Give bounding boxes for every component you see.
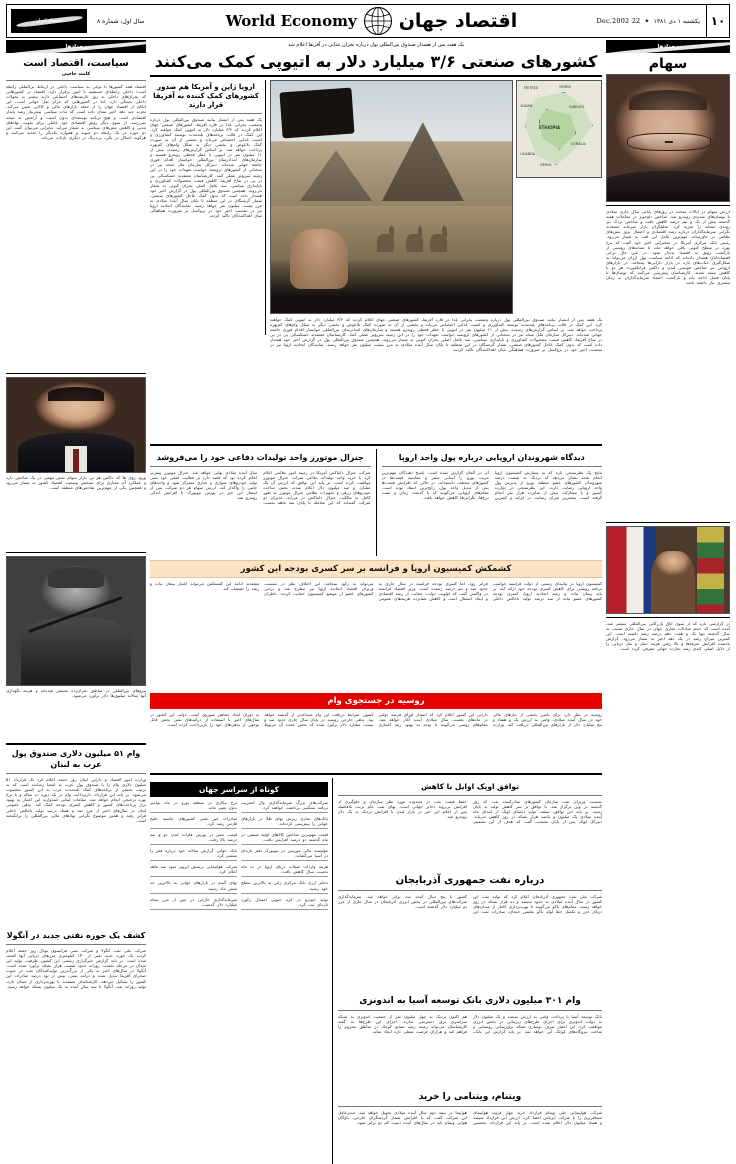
left-story-2-body: شرکت ملی نفت آنگولا و شرکت نفتی فرانسوی توتال روز جمعه اعلام کردند یک حوزه جدید نفتی از ۱۴۰ کیلومتری مرزهای دریایی آبها کشف شده است. بر پایه گزارش خبرگزاری رسمی این کشور، ظرفیت تولید این میدان در مرحله نخست روزانه حدود شصت هزار بشکه برآورد شده است. آنگولا در سال‌های اخیر به یکی از بزرگ‌ترین تولیدکنندگان نفت در جنوب صحرای آفریقا تبدیل شده و درآمد نفتی، بیش از نود درصد صادرات این کشور را تشکیل می‌دهد. کارشناسان معتقدند با بهره‌برداری از میدان تازه، تولید روزانه نفت آنگولا تا سه سال آینده به یک میلیون بشکه خواهد رسید. (6, 948, 146, 989)
divider (150, 444, 602, 446)
mid-body-euro: نتایج یک نظرسنجی تازه که به سفارش کمیسیون اروپا انجام شده نشان می‌دهد که نزدیک به شصت درصد شهروندان کشورهای عضو منطقه یورو از پذیرش پول واحد اروپایی رضایت دارند. این نظرسنجی در دوازده کشور و با مشارکت بیش از شانزده هزار نفر انجام گرفته است. بیشترین میزان رضایت در ایرلند و کمترین آن در آلمان گزارش شده است. پاسخ دهندگان مهم‌ترین مزیت یورو را آسانی سفر و مقایسه قیمت‌ها در کشورهای مختلف دانسته‌اند، در حالی که افزایش قیمت‌ها پس از تبدیل واحد پول، رایج‌ترین انتقاد بوده است. مقام‌های اروپایی می‌گویند که با گذشت زمان و تثبیت نرخ‌ها، نگرانی‌ها کاهش خواهد یافت. (381, 469, 602, 500)
photo-tie (73, 449, 80, 472)
photo-hair (48, 387, 103, 400)
column-middle (150, 40, 602, 1125)
divider (6, 552, 146, 553)
section-tab-left (6, 40, 146, 53)
red-banner-headline: روسیه در جستجوی وام (150, 693, 602, 709)
lower-headline-adb: وام ۳۰۱ میلیون دلاری بانک توسعه آسیا به اندونزی (359, 995, 581, 1006)
globe-icon (363, 6, 393, 36)
brief-item: صادرات غیر نفتی کشورهای حاشیه خلیج فارس رشد کرد. (150, 816, 237, 829)
portrait-glasses (627, 133, 712, 151)
left-photo1-caption: ورود روی ها که داکس هر بی بازار سهام نقش مهمی در یک شاخص دارد و عملکرد آن معیاری برای سنجش وضعیت اقتصاد کشور به شمار می‌رود و همچنین یکی از مهم‌ترین شاخص‌های منطقه است. (6, 475, 146, 491)
brief-item: مؤسسه مالی موریس در نیویورک دفتر تازه‌ای در آسیا می‌گشاید. (241, 848, 328, 861)
divider (382, 466, 603, 467)
photo-camel (377, 234, 394, 253)
date-gregorian: 22 Dec.2002 (596, 17, 641, 25)
divider (150, 773, 602, 775)
lead-body-right: یک هفته پس از انتشار بیانیه صندوق بین‌المللی پول درباره وضعیت بحرانی غذا در قاره آفریقا، کشورهای صنعتی جهان اعلام کردند که ۳/۶ میلیارد دلار به اتیوپی کمک خواهند کرد. این کمک در قالب برنامه‌های بلندمدت توسعه کشاورزی و امنیت غذایی اختصاص می‌یابد و بخشی از آن به صورت کمک بلاعوض و بخشی دیگر به شکل وام‌های کم‌بهره پرداخت خواهد شد. بر اساس گزارش‌های رسیده، بیش از ۱۱ میلیون نفر در اتیوپی با خطر قحطی روبه‌رو هستند و سازمان‌های امدادرسان بین‌المللی خواستار اقدام فوری جامعه جهانی شده‌اند. دبیرکل سازمان ملل متحد نیز در سخنانی از کشورهای ثروتمند خواست تعهدات خود را در این زمینه سریع‌تر عملی کنند. کارشناسان معتقدند خشکسالی پی در پی در شاخ آفریقا، کاهش قیمت محصولات کشاورزی و ناپایداری سیاسی، سه عامل اصلی بحران کنونی به شمار می‌روند. همچنین صندوق بین‌المللی پول در گزارش اخیر خود هشدار داده است که بدون کمک عاجل کشورهای صنعتی، شمار گرسنگان در این منطقه تا پایان سال آینده میلادی به مرز بیست میلیون نفر خواهد رسید. نمایندگان اتحادیه اروپا نیز در نشست اخیر خود در بروکسل بر ضرورت هماهنگی میان اهداکنندگان تاکید کردند. (150, 116, 262, 219)
map-label: SUDAN (520, 103, 533, 108)
divider (338, 795, 602, 796)
photo-hand (290, 229, 348, 289)
greenspan-portrait-photo (606, 74, 730, 202)
divider (606, 617, 730, 618)
brief-item: بانک‌های تجاری ریزش بهای طلا در بازارهای جهانی را پیش‌بینی کرده‌اند. (241, 816, 328, 829)
divider (150, 466, 371, 467)
asian-official-photo (6, 377, 146, 473)
brief-item: شرکت‌های بزرگ سرمایه‌گذاری وال استریت برنامه سنگینی برداشت خواهند کرد. (241, 800, 328, 813)
brief-item: هزینه واردات شیلات دریای اروپا در ده ماه نخست سال کاهش یافت. (241, 864, 328, 877)
briefs-container (150, 800, 328, 913)
issue-number: سال اول، شماره ۸ (97, 17, 145, 25)
photo-figure (651, 551, 695, 613)
page-number: ۱۰ (706, 5, 729, 37)
divider (606, 205, 730, 206)
ethiopia-landscape-photo (270, 80, 513, 314)
divider (338, 1010, 602, 1011)
map-label: UGANDA (520, 151, 536, 156)
right-section-title: سهام (648, 56, 688, 72)
divider (6, 944, 146, 945)
briefs-column-a (241, 800, 328, 913)
briefs-column-b (150, 800, 237, 913)
black-banner-headline: کوتاه از سراسر جهان (150, 782, 328, 797)
date-persian: یکشنبه ۱ دی ۱۳۸۱ (653, 17, 700, 25)
map-label: KENYA (540, 163, 552, 168)
lower-headline-vietnam: ویتنام، ویتنامی را خرید (418, 1091, 522, 1102)
brief-item: بهای گندم در بازارهای جهانی به بالاترین حد شش ماه رسید. (150, 880, 237, 893)
logo-label: اقتصاد ایران (34, 18, 64, 24)
masthead-title-en: World Economy (225, 12, 357, 30)
right-column-body: ارزش سهام در ایالات متحده در روزهای پایانی سال جاری میلادی با نوسان‌های شدیدی روبه‌رو شد. شاخص داوجونز در معاملات هفته گذشته بیش از یک و نیم درصد کاهش یافت و شاخص نزدک نیز روندی مشابه را تجربه کرد. تحلیلگران بازار سرمایه معتقدند نگرانی سرمایه‌گذاران درباره رشد اقتصادی و احتمال بروز تنش‌های نظامی در خاورمیانه، مهم‌ترین عامل این افت به شمار می‌رود. رئیس بانک مرکزی آمریکا در سخنرانی اخیر خود گفت که نرخ بهره در سطح کنونی باقی خواهد ماند تا نشانه‌های روشنی از بازگشت رونق به اقتصاد پدیدار شود. در عین حال برخی اقتصاددانان هشدار داده‌اند که ادامه سیاست پول ارزان می‌تواند به شکل‌گیری حباب‌های تازه در بازار دارایی‌ها بینجامد. در بازارهای اروپایی نیز شاخص فوتسی لندن و داکس فرانکفورت هر دو با کاهش بسته شدند. کارشناسان پیش‌بینی می‌کنند که نوسان‌ها تا پایان فصل ادامه یابد و بازگشت اعتماد سرمایه‌گذاران به زمان بیشتری نیاز داشته باشد. (606, 209, 730, 286)
lower-body-adb: بانک توسعه آسیا با پرداخت وامی به ارزش سیصد و یک میلیون دلار به دولت اندونزی برای اجرای طرح‌های زیربنایی در بخش انرژی موافقت کرد. این اعتبار صرف نوسازی شبکه برق‌رسانی روستایی و ساخت نیروگاه‌های کوچک آبی خواهد شد. بر پایه گزارش این بانک، هم اکنون نزدیک به چهل میلیون نفر از جمعیت اندونزی به شبکه سراسری برق دسترسی ندارند. اجرای این طرح‌ها به گفته کارشناسان می‌تواند زمینه رشد صنایع کوچک در مناطق محروم را فراهم کند و هزاران فرصت شغلی تازه ایجاد نماید. (338, 1013, 602, 1034)
divider (606, 522, 730, 523)
map-label: SOMALIA (570, 141, 587, 146)
ethiopia-map (516, 80, 602, 178)
mid-headline-euro: دیدگاه شهروندان اروپایی درباره پول واحد اروپا (398, 452, 585, 462)
divider (6, 373, 146, 374)
soldier-photo (6, 556, 146, 686)
photo-helmet (48, 567, 103, 587)
brief-item: سرمایه‌گذاری خارجی در چین از مرز پنجاه میلیارد دلار گذشت. (150, 897, 237, 910)
divider (6, 773, 146, 774)
photo-hill (300, 150, 372, 201)
left-byline: کامند حاجبی (61, 72, 91, 77)
portrait-shoulder (606, 171, 730, 201)
divider (6, 80, 146, 81)
divider (6, 743, 146, 745)
lower-body-vietnam: شرکت هواپیمایی ملی ویتنام قرارداد خرید چهار فروند هواپیمای مسافربری را با شرکت ایرباس امضا کرد. ارزش این قرارداد سیصد و هفتاد میلیون دلار اعلام شده است. بر پایه این قرارداد، نخستین هواپیما در نیمه دوم سال آینده میلادی تحویل خواهد شد. مدیرعامل این شرکت گفت که با افزایش شمار گردشگران خارجی، ناوگان هوایی ویتنام باید در سال‌های آینده دست کم دو برابر شود. (338, 1109, 602, 1125)
lower-headline-opec: توافق اوپک اوایل با کاهش (421, 781, 519, 791)
mid-body-gm: شرکت جنرال دایناکس آمریکا در زمینه امور نظامی اعلام کرد با خرید واحد تولیدات دفاعی شرکت جنرال موتورز موافقت کرده است. بر پایه این توافق که ارزش آن یک میلیارد و صد میلیون دلار اعلام شده، بخش ساخت خودروهای زرهی و تجهیزات نظامی جنرال موتورز به طور کامل به مالکیت جنرال دایناکس در می‌آید. مدیران دو شرکت گفته‌اند که این معامله تا پایان سه ماهه نخست سال آینده میلادی نهایی خواهد شد. جنرال موتورز پیش‌تر اعلام کرده بود که قصد دارد بر فعالیت اصلی خود یعنی تولید خودروهای سواری و تجاری متمرکز شود و واحدهای جانبی را واگذار کند. ارزش سهام هر دو شرکت پس از انتشار این خبر در بورس نیویورک با افزایش اندکی روبه‌رو شد. (150, 469, 371, 506)
left-column-body: اقتصاد همه کشورها با نوعی به سیاست داخلی در ارتباط بی‌المللی رابطه است؛ داخلی رابطه‌ای مستقیم با امور برقرار دارد. اقتصاد در کشورهایی که بحران‌های داخلی به روز عارضه‌های اجتماعی دارند بیشتر به تحولات داخلی بستگی دارد. اما در کشورهایی که مرکز ثقل جهانی است، این اتکای از اقتصاد جهان را از جمله بازارهای مالی و کالایی تعیین می‌کند. تجربه چند دهه اخیر نشان داده است که ثبات سیاسی پیش‌نیاز رشد پایدار اقتصادی است و هیچ برنامه توسعه‌ای بدون امنیت و آرامش به نتیجه نمی‌رسد. از سوی دیگر رونق اقتصادی خود عاملی برای تقویت نهادهای مدنی و کاهش تنش‌های سیاسی به شمار می‌آید. بنابراین می‌توان گفت این دو حوزه در یک رابطه دو سویه و همواره یکدیگر را تغذیه می‌کنند و هرگونه اختلال در یکی، بی‌درنگ در دیگری بازتاب می‌یابد. (6, 84, 146, 140)
left-story-2-headline: کشف یک حوزه نفتی جدید در آنگولا (6, 931, 146, 940)
column-left (6, 40, 146, 1035)
masthead-title-group (152, 6, 590, 36)
brief-item: بانک جهانی گزارش سالانه خود درباره فقر را منتشر کرد. (150, 848, 237, 861)
map-label: ERITREA (523, 86, 539, 91)
flag-backdrop (697, 527, 724, 613)
divider (150, 75, 602, 77)
brief-item: قیمت مهم‌ترین شاخص کالاهای اولیه صنعتی در ماه گذشته دو درصد افزایش یافت. (241, 832, 328, 845)
page-grid (6, 40, 730, 1125)
photo-camel (406, 234, 423, 253)
lower-body-opec: نشست وزیران نفت سازمان کشورهای صادرکننده نفت که روز گذشته در وین برگزار شد، با توافق بر سر کاهش تولید به پایان رسید. بر پایه این توافق، سقف تولید اعضای اوپک از ابتدای ماه آینده میلادی یک میلیون و پانصد هزار بشکه در روز کاهش می‌یابد. دبیرکل اوپک پس از پایان نشست گفت که هدف از این تصمیم، حفظ قیمت نفت در محدوده مورد نظر سازمان و جلوگیری از افزایش بی‌رویه ذخایر جهانی است. بهای نفت خام برنت بلافاصله پس از اعلام این خبر در بازار لندن با افزایش نزدیک به یک دلار روبه‌رو شد. (338, 798, 602, 824)
masthead (6, 4, 730, 38)
divider (150, 113, 262, 114)
left-story-1-body: وزارت امور اقتصاد و دارایی لبنان روز جمعه اعلام کرد یک قرارداد ۵۱ میلیون دلاری وام را با صندوق پول عرب به امضا رسانده است که به ترتیب بخشی از برنامه‌های کمک بلندمدت عرب به این کشور محسوب می‌شود. بر پایه این قرارداد، بازپرداخت وام در یک دوره ده ساله و با نرخ بهره ترجیحی انجام خواهد شد. مقامات لبنانی امیدوارند این اعتبار به بهبود تراز پرداخت‌های کشور و کاهش کسری بودجه کمک کند. بدهی عمومی لبنان در سال‌های اخیر از مرز صد و هفتاد درصد تولید ناخالص داخلی فراتر رفته و همین موضوع نگرانی نهادهای مالی بین‌المللی را برانگیخته است. (6, 777, 146, 823)
brief-item: ذخایر ارزی بانک مرکزی ژاپن به بالاترین سطح خود رسید. (241, 880, 328, 893)
divider (338, 890, 602, 891)
lead-subhead: اروپا ژاپن و آمریکا هم صدور کشورهای کمک کننده به آفریقا قرار دارند (153, 82, 259, 109)
brief-item: تولید خودرو در کره جنوبی امسال رکورد تازه‌ای ثبت کرد. (241, 897, 328, 910)
lower-headline-azerbaijan: درباره نفت جمهوری آذربایجان (395, 874, 545, 886)
left-photo2-caption: نیروهای بین‌المللی در مناطق بحران‌زده مستقر شده‌اند و هزینه نگهداری آنها سالانه میلیون‌ها دلار برآورد می‌شود. (6, 688, 146, 699)
right-column-body-2: در گزارشی تازه که از سوی اتاق بازرگانی بین‌المللی منتشر شد، آمده است که حجم مبادلات تجاری جهان در سال جاری نسبت به سال گذشته تنها یک و هفت دهم درصد رشد داشته است. این کمترین میزان رشد در یک دهه اخیر به شمار می‌رود. گزارش یادشده افزایش تعرفه‌ها و بالا رفتن هزینه حمل و نقل دریایی را از دلایل اصلی کندی رشد تجارت جهانی معرفی کرده است. (606, 621, 730, 652)
divider (338, 1106, 602, 1107)
lead-kicker: یک هفته پس از هشدار صندوق بین‌المللی پول درباره بحران غذایی در آفریقا اعلام شد (288, 42, 464, 48)
red-banner-body: روسیه در نظر دارد برای تامین بخشی از نیازهای مالی خود در سال آینده میلادی، وامی به ارزش یک و هفتاد و پنج میلیارد دلار از بازارهای بین‌المللی دریافت کند. وزارت دارایی این کشور اعلام کرد که انتشار اوراق قرضه دولتی در ماه‌های نخست سال میلادی آینده آغاز خواهد شد. مقام‌های روسی می‌گویند با توجه به بهبود رتبه اعتباری کشور، شرایط دریافت این وام مساعدتر از گذشته خواهد بود. بدهی خارجی روسیه در پایان سال جاری حدود صد و بیست میلیارد دلار برآورد شده که بخش عمده آن مربوط به دوران اتحاد جماهیر شوروی است. دولت این کشور در سال‌های اخیر با استفاده از درآمدهای نفتی بخش قابل توجهی از بدهی‌های خود را بازپرداخت کرده است. (150, 711, 602, 727)
brief-item: نرخ بیکاری در منطقه یورو در ماه نوامبر بدون تغییر ماند. (150, 800, 237, 813)
map-label-main: ETHIOPIA (538, 124, 561, 130)
mid-headline-gm: جنرال موتورز واحد تولیدات دفاعی خود را می‌فروشد (156, 452, 364, 462)
map-label: YEMEN (559, 85, 571, 90)
section-tab-label: رخدادها (657, 43, 679, 50)
left-section-title: سیاست، اقتصاد است (23, 58, 129, 69)
portrait-hair (629, 90, 707, 110)
issue-date (590, 17, 706, 25)
column-right (606, 40, 730, 1035)
map-label: DJIBOUTI (569, 105, 585, 110)
left-story-1-headline: وام ۵۱ میلیون دلاری صندوق پول عرب به لبنان (11, 749, 141, 769)
lead-body-left: یک هفته پس از انتشار بیانیه صندوق بین‌المللی پول درباره وضعیت بحرانی غذا در قاره آفریقا، کشورهای صنعتی جهان اعلام کردند که ۳/۶ میلیارد دلار به اتیوپی کمک خواهند کرد. این کمک در قالب برنامه‌های بلندمدت توسعه کشاورزی و امنیت غذایی اختصاص می‌یابد و بخشی از آن به صورت کمک بلاعوض و بخشی دیگر به شکل وام‌های کم‌بهره پرداخت خواهد شد. بر اساس گزارش‌های رسیده، بیش از ۱۱ میلیون نفر در اتیوپی با خطر قحطی روبه‌رو هستند و سازمان‌های امدادرسان بین‌المللی خواستار اقدام فوری جامعه جهانی شده‌اند. دبیرکل سازمان ملل متحد نیز در سخنانی از کشورهای ثروتمند خواست تعهدات خود را در این زمینه سریع‌تر عملی کنند. کارشناسان معتقدند خشکسالی پی در پی در شاخ آفریقا، کاهش قیمت محصولات کشاورزی و ناپایداری سیاسی، سه عامل اصلی بحران کنونی به شمار می‌روند. همچنین صندوق بین‌المللی پول در گزارش اخیر خود هشدار داده است که بدون کمک عاجل کشورهای صنعتی، شمار گرسنگان در این منطقه تا پایان سال آینده میلادی به مرز بیست میلیون نفر خواهد رسید. نمایندگان اتحادیه اروپا نیز در نشست اخیر خود در بروکسل بر ضرورت هماهنگی میان اهداکنندگان تاکید کردند. (270, 316, 602, 353)
section-tab-right (606, 40, 730, 53)
photo-camel (430, 234, 447, 253)
cream-banner-headline: کشمکش کمیسیون اروپا و فرانسه بر سر کسری بودجه این کشور (150, 560, 602, 578)
masthead-title-fa: اقتصاد جهان (398, 10, 518, 32)
cream-banner-body: کمیسیون اروپا در بیانیه‌ای رسمی از دولت فرانسه خواست برنامه روشنی برای کاهش کسری بودجه خود ارائه کند. بر پایه پیمان ثبات و رشد اتحادیه اروپا، کسری بودجه کشورهای عضو نباید از سه درصد تولید ناخالص داخلی فراتر رود، اما کسری بودجه فرانسه در سال جاری به حدود سه و نیم درصد رسیده است. وزیر اقتصاد فرانسه در واکنش گفت که اولویت دولت، حمایت از رشد اقتصادی و ایجاد اشتغال است و کاهش شتابزده هزینه‌های عمومی می‌تواند به رکود بینجامد. این اختلاف نظر در نشست وزیران اقتصاد اتحادیه اروپا نیز مطرح شد و برخی کشورهای عضو از موضع کمیسیون حمایت کردند. ناظران معتقدند ادامه این کشمکش می‌تواند اعتبار پیمان ثبات و رشد را تضعیف کند. (150, 580, 602, 601)
brief-item: شرکت هواپیمایی بریتیش ایرویز سود سه ماهه اعلام کرد. (150, 864, 237, 877)
bush-meeting-photo (606, 526, 730, 614)
photo-mirror (279, 87, 354, 138)
date-separator: ✦ (644, 17, 650, 25)
lower-body-azerbaijan: شرکت ملی نفت جمهوری آذربایجان اعلام کرد که تولید نفت این کشور در سال آینده میلادی به حدود سیصد و ده هزار بشکه در روز خواهد رسید. مقام‌های باکو می‌گویند با بهره‌برداری کامل از میدان‌های دریای خزر و تکمیل خط لوله باکو تفلیس جیحان، صادرات نفت این کشور تا پنج سال آینده سه برابر خواهد شد. سرمایه‌گذاری شرکت‌های بین‌المللی در بخش انرژی آذربایجان در سال جاری از مرز دو میلیارد دلار گذشته است. (338, 893, 602, 914)
publisher-logo (11, 9, 87, 33)
brief-item: قیمت مس در بورس فلزات لندن دو و نیم درصد بالا رفت. (150, 832, 237, 845)
section-tab-label-left: رخدادها (65, 43, 87, 50)
lead-headline: کشورهای صنعتی ۳/۶ میلیارد دلار به اتیوپی کمک می‌کنند (154, 51, 598, 71)
